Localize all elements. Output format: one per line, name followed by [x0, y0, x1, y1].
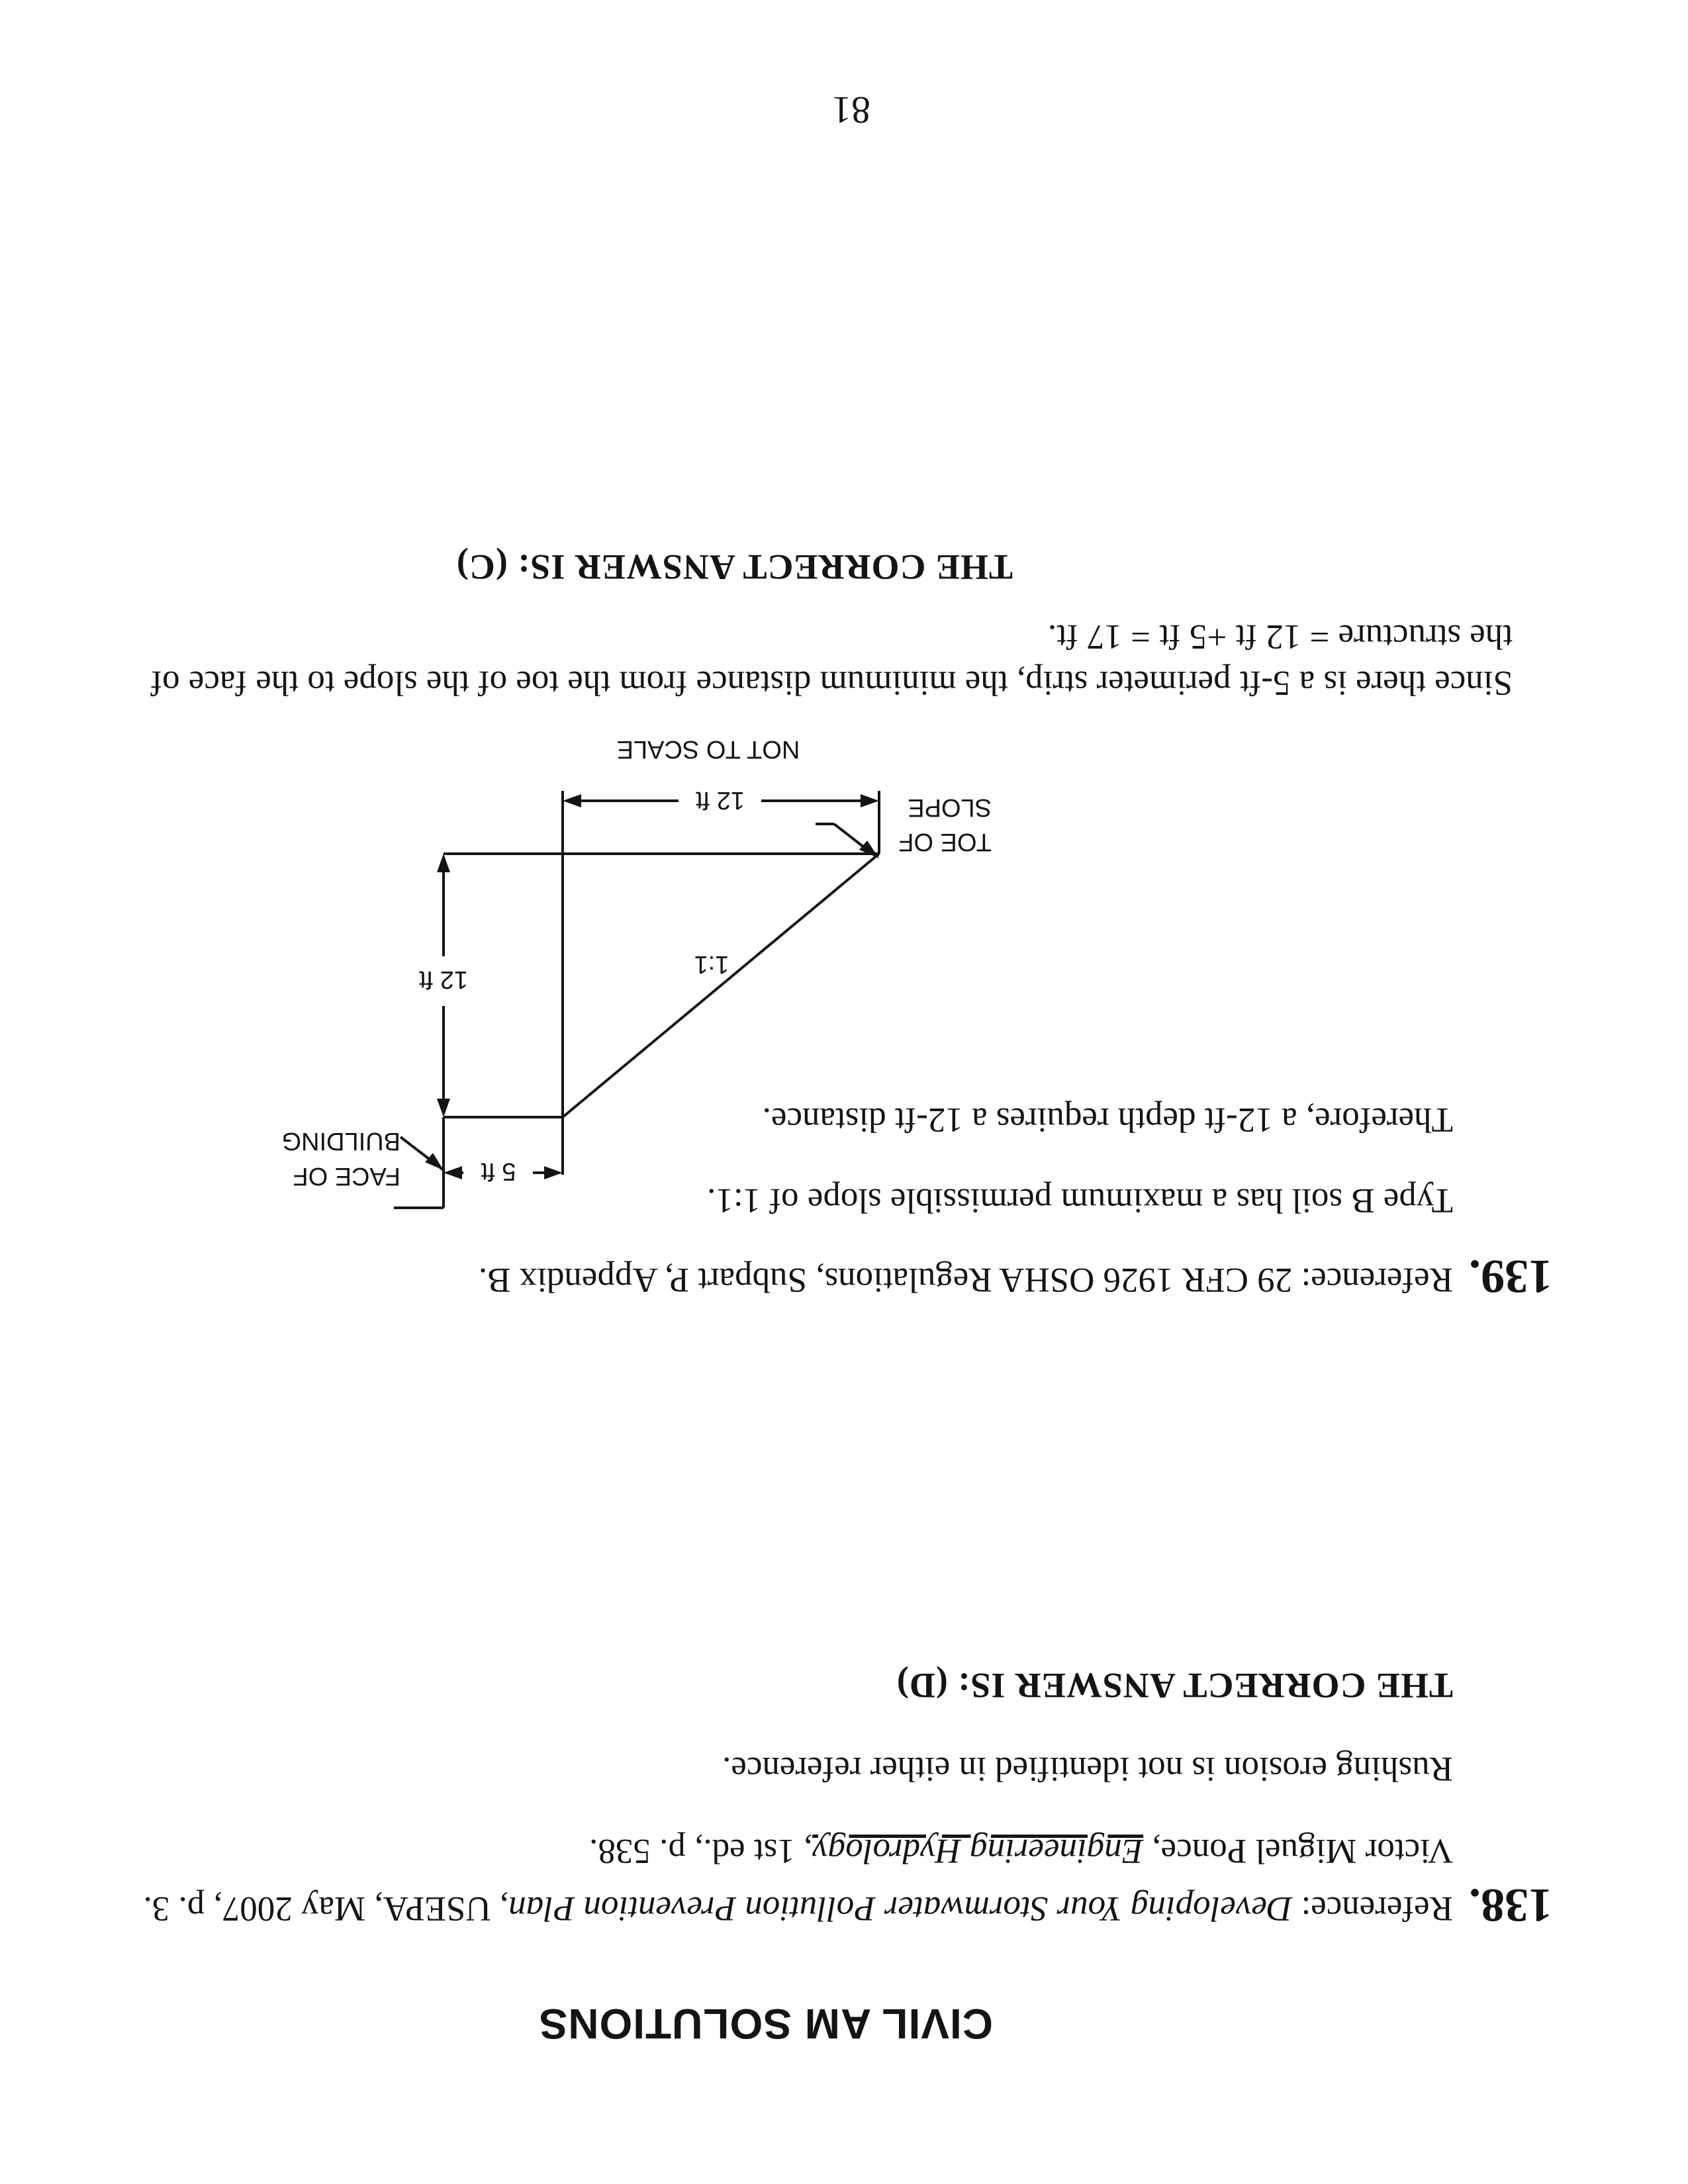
q138-ref1-title: Developing Your Stormwater Pollution Prevention Plan [508, 1889, 1293, 1928]
arrowhead-5ft-left [544, 1166, 563, 1179]
arrowhead-12ft-h-right [563, 794, 581, 807]
label-toe-of-slope-line2: SLOPE [908, 794, 992, 821]
arrowhead-face-of-building [425, 1153, 444, 1170]
question-number-139: 139. [1469, 1250, 1552, 1303]
q138-ref2-rest: , 1st ed., p. 538. [589, 1832, 813, 1870]
q139-answer: THE CORRECT ANSWER IS: (C) [455, 547, 1013, 587]
q139-line-1: Type B soil has a maximum permissible slope of 1:1. [707, 1181, 1453, 1220]
label-toe-of-slope-line1: TOE OF [898, 828, 992, 856]
page-number: 81 [832, 89, 870, 132]
label-slope-ratio: 1:1 [694, 950, 729, 978]
label-dim-12ft-vertical: 12 ft [419, 966, 468, 993]
label-dim-5ft: 5 ft [481, 1158, 516, 1185]
label-face-of-building-line1: FACE OF [293, 1162, 400, 1190]
q139-conclusion-line-1: Since there is a 5-ft perimeter strip, the minimum distance from the toe of the slope to the face of [150, 664, 1513, 702]
q138-ref-prefix: Reference: [1292, 1889, 1453, 1928]
arrowhead-12ft-v-top [437, 1099, 450, 1117]
arrowhead-12ft-h-left [861, 794, 879, 807]
label-not-to-scale: NOT TO SCALE [616, 735, 800, 763]
arrowhead-5ft-right [444, 1166, 462, 1179]
label-dim-12ft-horizontal: 12 ft [696, 786, 745, 814]
q138-ref2-author: Victor Miguel Ponce, [1143, 1832, 1453, 1870]
q139-line-2: Therefore, a 12-ft depth requires a 12-ft distance. [762, 1101, 1453, 1139]
q138-explanation: Rushing erosion is not identified in either reference. [722, 1750, 1453, 1788]
page-header: CIVIL AM SOLUTIONS [538, 2000, 993, 2048]
q139-conclusion-line-2: the structure = 12 ft +5 ft = 17 ft. [1048, 617, 1513, 656]
q138-ref1-rest: , USEPA, May 2007, p. 3. [143, 1889, 509, 1928]
q138-ref2-title: Engineering Hydrology [812, 1832, 1144, 1870]
label-face-of-building-line2: BUILDING [281, 1127, 400, 1155]
q139-reference: Reference: 29 CFR 1926 OSHA Regulations, Subpart P, Appendix B. [478, 1261, 1453, 1299]
leader-toe-of-slope [834, 824, 864, 847]
slope-line [563, 854, 879, 1117]
arrowhead-toe-of-slope [859, 841, 879, 858]
question-number-138: 138. [1469, 1879, 1552, 1932]
q138-answer: THE CORRECT ANSWER IS: (D) [896, 1666, 1453, 1706]
arrowhead-12ft-v-bottom [437, 854, 450, 872]
